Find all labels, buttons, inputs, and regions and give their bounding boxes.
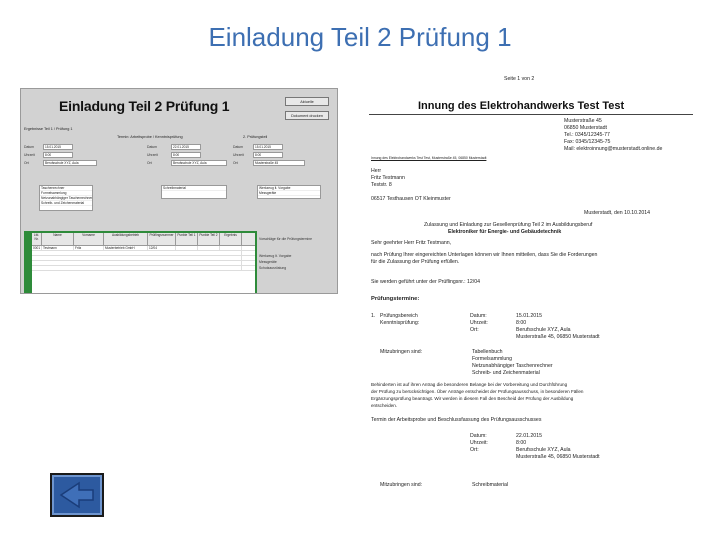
recipient-line: Fritz Testmann xyxy=(371,175,405,181)
ort-field[interactable]: Berufsschule XYZ, Aula xyxy=(43,160,97,166)
column-header[interactable]: Prüflingsnummer xyxy=(148,233,176,245)
address-line: Fax: 0345/12345-75 xyxy=(564,139,611,145)
term-key: Datum: xyxy=(470,313,487,319)
list-item: Tabellenbuch xyxy=(472,349,503,355)
grid-row-selector xyxy=(26,233,32,293)
address-line: Tel.: 0345/12345-77 xyxy=(564,132,610,138)
body-text: für die Zulassung der Prüfung erfüllen. xyxy=(371,259,460,265)
term-value: Berufsschule XYZ, Aula xyxy=(516,327,571,333)
column-header[interactable]: Punkte Teil 1 xyxy=(176,233,198,245)
cell: 0001 xyxy=(33,246,41,250)
label: Uhrzeit xyxy=(233,153,244,157)
list-item: Schreib- und Zeichenmaterial xyxy=(472,370,540,376)
term-key: Datum: xyxy=(470,433,487,439)
divider xyxy=(369,114,693,115)
candidate-grid[interactable] xyxy=(24,231,257,294)
ort-field[interactable]: Musterstraße 45 xyxy=(253,160,305,166)
label: Datum xyxy=(24,145,34,149)
mitbring-list-left[interactable] xyxy=(39,185,93,211)
cell: 12/04 xyxy=(148,246,176,250)
term-label: Mitzubringen sind: xyxy=(380,349,423,355)
term-label: Prüfungsbereich xyxy=(380,313,418,319)
recipient-line: Teststr. 8 xyxy=(371,182,392,188)
recipient-line: Herr xyxy=(371,168,382,174)
body-text: entscheiden. xyxy=(371,403,398,408)
cell xyxy=(176,246,198,250)
cell: Fritz xyxy=(74,246,104,250)
label: Ort xyxy=(147,161,152,165)
side-label: Werkzeug lt. Vorgabe xyxy=(259,254,292,258)
section-heading: Termin der Arbeitsprobe und Beschlussfassung des Prüfungsausschusses xyxy=(371,417,542,423)
term-key: Ort: xyxy=(470,327,479,333)
label: Datum xyxy=(233,145,243,149)
cell: Musterbetrieb GmbH xyxy=(104,246,148,250)
side-label: Schutzausrüstung xyxy=(259,266,287,270)
datum-field[interactable]: 15.01.2015 xyxy=(253,144,283,150)
mitbring-list-right[interactable] xyxy=(257,185,321,199)
term-value: 22.01.2015 xyxy=(516,433,542,439)
address-line: Musterstraße 45 xyxy=(564,118,602,124)
slide-title: Einladung Teil 2 Prüfung 1 xyxy=(208,22,512,52)
term-value: Musterstraße 45, 06850 Musterstadt xyxy=(516,334,600,340)
datum-field[interactable]: 15.01.2015 xyxy=(43,144,73,150)
uhrzeit-field[interactable]: 8:00 xyxy=(43,152,73,158)
column-header[interactable]: Ausbildungsbetrieb xyxy=(104,233,148,245)
term-value: Berufsschule XYZ, Aula xyxy=(516,447,571,453)
list-item: Netzunabhängiger Taschenrechner xyxy=(41,196,92,200)
list-item: Taschenrechner xyxy=(40,186,92,191)
cell: Testmann xyxy=(42,246,74,250)
term-key: Ort: xyxy=(470,447,479,453)
list-item: Schreibmaterial xyxy=(472,482,509,488)
side-label: Messgeräte xyxy=(259,260,277,264)
right-header: 2. Prüfungsteil xyxy=(243,135,268,139)
column-header[interactable]: Punkte Teil 2 xyxy=(198,233,220,245)
letter-document xyxy=(366,74,696,500)
term-key: Uhrzeit: xyxy=(470,440,488,446)
term-key: Uhrzeit: xyxy=(470,320,488,326)
list-item: Netzunabhängiger Taschenrechner xyxy=(472,363,553,369)
list-item: Werkzeug lt. Vorgabe xyxy=(258,186,320,191)
salutation: Sehr geehrter Herr Fritz Testmann, xyxy=(371,240,452,246)
ort-field[interactable]: Berufsschule XYZ, Aula xyxy=(171,160,227,166)
cell xyxy=(220,246,242,250)
list-item: Formelsammlung xyxy=(472,356,513,362)
print-button[interactable]: Dokument drucken xyxy=(285,111,329,120)
list-item: Messgeräte xyxy=(258,191,320,196)
term-label: Mitzubringen sind: xyxy=(380,482,423,488)
column-header[interactable]: Lfd. Nr. xyxy=(32,233,42,245)
table-row[interactable] xyxy=(32,266,255,271)
term-value: 8:00 xyxy=(516,320,527,326)
org-name: Innung des Elektrohandwerks Test Test xyxy=(418,100,625,112)
column-header[interactable]: Vorname xyxy=(74,233,104,245)
term-value: Musterstraße 45, 06850 Musterstadt xyxy=(516,454,600,460)
address-line: 06850 Musterstadt xyxy=(564,125,607,131)
term-label: Kenntnisprüfung: xyxy=(380,320,420,326)
mid-header: Termin: Arbeitsprobe / Kenntnisprüfung xyxy=(117,135,183,139)
uhrzeit-field[interactable]: 8:00 xyxy=(253,152,283,158)
back-button[interactable] xyxy=(50,473,104,517)
body-text: der Prüfung zu berücksichtigen. Über Anträge entscheidet der Prüfungsausschuss, in besonderen Fällen xyxy=(371,389,584,394)
term-number: 1. xyxy=(371,313,376,319)
list-item: Schreib- und Zeichenmaterial xyxy=(40,201,92,206)
page-number: Seite 1 von 2 xyxy=(504,76,535,82)
letter-date: Musterstadt, den 10.10.2014 xyxy=(584,210,651,216)
sender-line: Innung des Elektrohandwerks Test Test, Musterstraße 45, 06850 Musterstadt xyxy=(371,156,487,160)
address-line: Mail: elektroinnung@musterstadt.online.de xyxy=(564,146,663,152)
label: Uhrzeit xyxy=(147,153,158,157)
cell xyxy=(198,246,220,250)
body-text: nach Prüfung Ihrer eingereichten Unterlagen können wir Ihnen mitteilen, dass Sie die Forderungen xyxy=(371,252,598,258)
grid-header xyxy=(32,233,255,246)
app-title: Einladung Teil 2 Prüfung 1 xyxy=(59,98,230,114)
back-arrow-icon xyxy=(59,481,95,509)
datum-field[interactable]: 22.01.2015 xyxy=(171,144,201,150)
left-header: Ergebnisse Teil 1 / Prüfung 1 xyxy=(24,127,73,131)
aktuelle-button[interactable]: Aktuelle xyxy=(285,97,329,106)
list-item: Formelsammlung xyxy=(40,191,92,196)
body-text: Ergänzungsprüfung beantragt. Wir werden in diesem Fall den Bescheid der Prüfung der Ausbildung xyxy=(371,396,574,401)
subject-line: Zulassung und Einladung zur Gesellenprüfung Teil 2 im Ausbildungsberuf xyxy=(424,222,593,228)
pruefling-number: Sie werden geführt unter der Prüflingsnr.: 12/04 xyxy=(371,279,481,285)
recipient-line: 06517 Testhausen OT Kleinmuster xyxy=(371,196,451,202)
label: Uhrzeit xyxy=(24,153,35,157)
list-item: Schreibmaterial xyxy=(162,186,226,191)
term-value: 15.01.2015 xyxy=(516,313,542,319)
uhrzeit-field[interactable]: 8:00 xyxy=(171,152,201,158)
side-label: Vorschläge für die Prüfungstermine xyxy=(259,237,312,241)
subject-line: Elektroniker für Energie- und Gebäudetechnik xyxy=(448,229,562,235)
label: Ort xyxy=(233,161,238,165)
label: Ort xyxy=(24,161,29,165)
column-header[interactable]: Ergebnis xyxy=(220,233,242,245)
mitbring-list-mid[interactable] xyxy=(161,185,227,199)
section-heading: Prüfungstermine: xyxy=(371,296,420,302)
app-screenshot xyxy=(20,88,338,294)
label: Datum xyxy=(147,145,157,149)
column-header[interactable]: Name xyxy=(42,233,74,245)
body-text: Behinderten ist auf ihren Antrag die besonderen Belange bei der Vorbereitung und Durchführung xyxy=(371,382,568,387)
term-value: 8:00 xyxy=(516,440,527,446)
